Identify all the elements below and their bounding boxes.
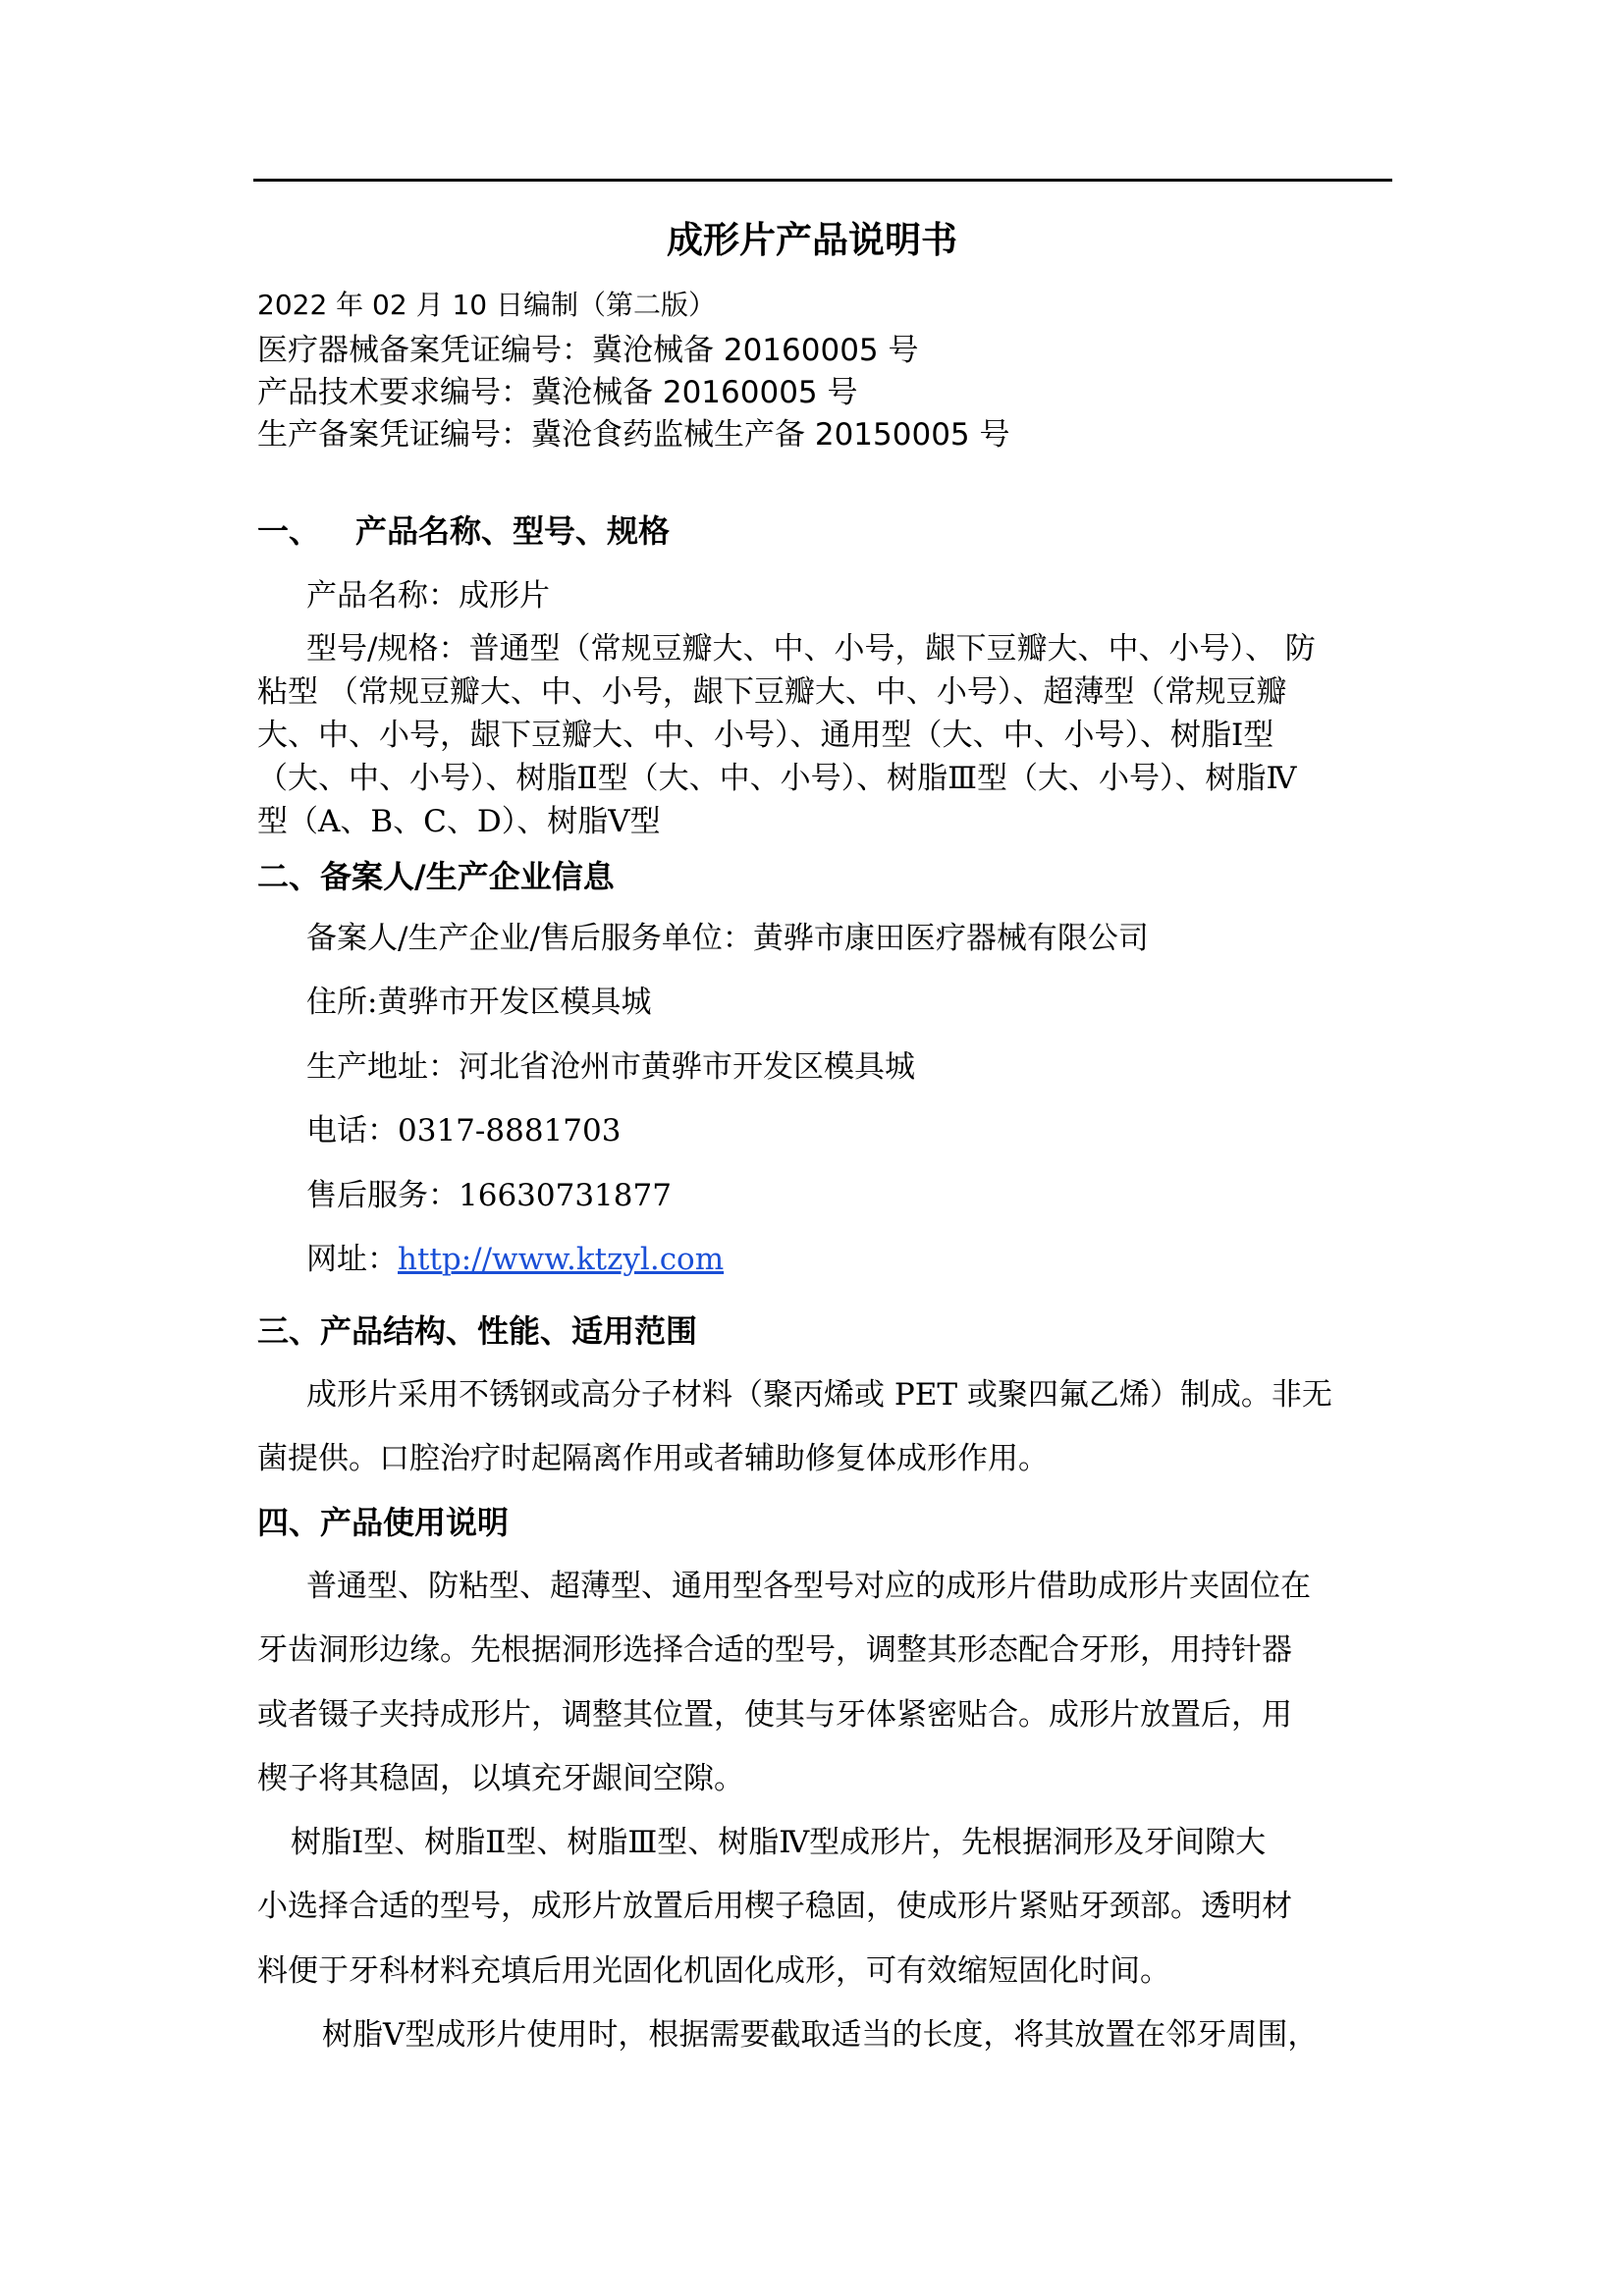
spec-line: 型（A、B、C、D）、树脂Ⅴ型 <box>257 804 661 839</box>
usage-line: 楔子将其稳固，以填充牙龈间空隙。 <box>257 1761 744 1796</box>
section-1-title: 产品名称、型号、规格 <box>355 512 671 550</box>
company-line: 备案人/生产企业/售后服务单位：黄骅市康田医疗器械有限公司 <box>306 921 1149 956</box>
spec-line: 粘型 （常规豆瓣大、中、小号，龈下豆瓣大、中、小号）、超薄型（常规豆瓣 <box>257 674 1287 710</box>
section-1-number: 一、 <box>257 512 321 550</box>
usage-line: 料便于牙科材料充填后用光固化机固化成形，可有效缩短固化时间。 <box>257 1953 1170 1989</box>
record-cert-line: 医疗器械备案凭证编号：冀沧械备 20160005 号 <box>257 333 919 368</box>
section-3-heading: 三、产品结构、性能、适用范围 <box>257 1312 698 1350</box>
spec-line: （大、中、小号）、树脂Ⅱ型（大、中、小号）、树脂Ⅲ型（大、小号）、树脂Ⅳ <box>257 761 1297 796</box>
usage-line: 或者镊子夹持成形片，调整其位置，使其与牙体紧密贴合。成形片放置后，用 <box>257 1697 1292 1733</box>
spec-line: 大、中、小号，龈下豆瓣大、中、小号）、通用型（大、中、小号）、树脂Ⅰ型 <box>257 718 1274 753</box>
usage-line: 牙齿洞形边缘。先根据洞形选择合适的型号，调整其形态配合牙形，用持针器 <box>257 1632 1292 1668</box>
usage-line: 普通型、防粘型、超薄型、通用型各型号对应的成形片借助成形片夹固位在 <box>306 1569 1311 1604</box>
section-4-heading: 四、产品使用说明 <box>257 1504 510 1541</box>
address-line: 住所:黄骅市开发区模具城 <box>306 985 652 1020</box>
structure-line: 菌提供。口腔治疗时起隔离作用或者辅助修复体成形作用。 <box>257 1441 1049 1476</box>
prod-cert-line: 生产备案凭证编号：冀沧食药监械生产备 20150005 号 <box>257 417 1010 453</box>
usage-line: 树脂Ⅴ型成形片使用时，根据需要截取适当的长度，将其放置在邻牙周围， <box>322 2017 1319 2053</box>
usage-line: 小选择合适的型号，成形片放置后用楔子稳固，使成形片紧贴牙颈部。透明材 <box>257 1889 1292 1924</box>
document-title: 成形片产品说明书 <box>667 219 957 261</box>
tech-req-line: 产品技术要求编号：冀沧械备 20160005 号 <box>257 375 858 410</box>
section-2-heading: 二、备案人/生产企业信息 <box>257 858 615 895</box>
section-1-heading <box>257 511 670 551</box>
website-line <box>306 1240 724 1279</box>
header-rule <box>253 179 1392 182</box>
website-link[interactable]: http://www.ktzyl.com <box>398 1242 725 1277</box>
product-name-line: 产品名称：成形片 <box>306 578 550 614</box>
usage-line: 树脂Ⅰ型、树脂Ⅱ型、树脂Ⅲ型、树脂Ⅳ型成形片，先根据洞形及牙间隙大 <box>291 1825 1267 1860</box>
service-line: 售后服务：16630731877 <box>306 1178 672 1213</box>
spec-line: 型号/规格：普通型（常规豆瓣大、中、小号，龈下豆瓣大、中、小号）、 防 <box>306 631 1316 667</box>
edition-line: 2022 年 02 月 10 日编制（第二版） <box>257 289 717 321</box>
phone-line: 电话：0317-8881703 <box>306 1113 622 1148</box>
structure-line: 成形片采用不锈钢或高分子材料（聚丙烯或 PET 或聚四氟乙烯）制成。非无 <box>306 1377 1332 1413</box>
production-site-line: 生产地址：河北省沧州市黄骅市开发区模具城 <box>306 1049 915 1085</box>
website-label: 网址： <box>306 1242 398 1277</box>
